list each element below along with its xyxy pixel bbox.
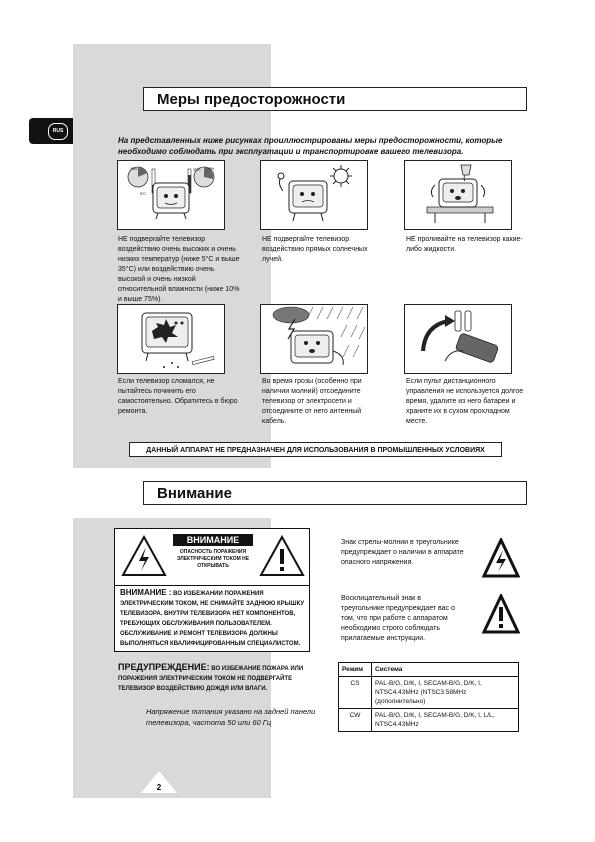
caption-broken-tv: Если телевизор сломался, не пытайтесь починить его самостоятельно. Обратитесь в бюро ремонта. bbox=[118, 378, 238, 415]
table-cell-mode: CS bbox=[339, 677, 372, 709]
lightning-symbol-text: Знак стрелы-молнии в треугольнике предупреждает о наличии в аппарате опасного напряжения. bbox=[341, 539, 464, 566]
warning-text bbox=[120, 588, 306, 649]
table-cell-mode: CW bbox=[339, 709, 372, 732]
illustration-liquid bbox=[404, 160, 512, 230]
table-row bbox=[339, 709, 519, 732]
caption-thunderstorm: Во время грозы (особенно при наличии молний) отсоедините телевизор от электросети и отсоедините от него антенный кабель. bbox=[262, 378, 362, 425]
table-header-system: Система bbox=[372, 663, 519, 677]
warning-label bbox=[173, 534, 253, 582]
industrial-notice: ДАННЫЙ АППАРАТ НЕ ПРЕДНАЗНАЧЕН ДЛЯ ИСПОЛЬЗОВАНИЯ В ПРОМЫШЛЕННЫХ УСЛОВИЯХ bbox=[129, 442, 502, 457]
illustration-remote-batteries bbox=[404, 304, 512, 374]
caption-liquid: НЕ проливайте на телевизор какие-либо жидкости. bbox=[406, 236, 523, 253]
exclamation-symbol-text: Восклицательный знак в треугольнике предупреждает вас о том, что при работе с аппаратом необходимо строго соблюдать прилагаемые инструкции. bbox=[341, 595, 455, 642]
caution-body: ВО ИЗБЕЖАНИЕ ПОЖАРА ИЛИ ПОРАЖЕНИЯ ЭЛЕКТРИЧЕСКИМ ТОКОМ НЕ ПОДВЕРГАЙТЕ ТЕЛЕВИЗОР ВОЗДЕЙСТВИЮ ДОЖДЯ ИЛИ ВЛАГИ. bbox=[118, 666, 304, 692]
exclamation-symbol-icon bbox=[482, 594, 520, 636]
temp-high-label: 35°C bbox=[193, 168, 201, 172]
warning-label-head: ВНИМАНИЕ bbox=[173, 534, 253, 546]
table-row bbox=[339, 677, 519, 709]
warning-label-box bbox=[114, 528, 310, 652]
warning-divider bbox=[115, 585, 309, 586]
caption-remote-batteries: Если пульт дистанционного управления не используется долгое время, удалите из него батареи и храните их в сухом прохладном месте. bbox=[406, 378, 524, 425]
table-cell-system: PAL-B/G, D/K, I, SECAM-B/G, D/K, I, L/L, NTSC4.43MHz bbox=[372, 709, 519, 732]
illustration-temperature bbox=[117, 160, 225, 230]
temp-low-label: 5°C bbox=[140, 192, 146, 196]
table-header-mode: Режим bbox=[339, 663, 372, 677]
table-cell-system: PAL-B/G, D/K, I, SECAM-B/G, D/K, I, NTSC4.43MHz (NTSC3.58MHz (дополнительно) bbox=[372, 677, 519, 709]
power-note: Напряжение питания указано на задней панели телевизора, частота 50 или 60 Гц bbox=[146, 707, 316, 727]
warning-body: ВО ИЗБЕЖАНИИ ПОРАЖЕНИЯ ЭЛЕКТРИЧЕСКИМ ТОКОМ, НЕ СНИМАЙТЕ ЗАДНЮЮ КРЫШКУ ТЕЛЕВИЗОРА. ВНУТРИ ТЕЛЕВИЗОРА НЕТ КОМПОНЕНТОВ, ТРЕБУЮЩИХ ОБСЛУЖИВАНИЯ ПОЛЬЗОВАТЕЛЕМ. ОБСЛУЖИВАНИЕ И РЕМОНТ ТЕЛЕВИЗОРА ДОЛЖНЫ ВЫПОЛНЯТЬСЯ КВАЛИФИЦИРОВАННЫМ СПЕЦИАЛИСТОМ. bbox=[120, 591, 305, 647]
warning-lead: ВНИМАНИЕ : bbox=[120, 588, 172, 597]
page-number: 2 bbox=[156, 783, 162, 792]
table-header-row bbox=[339, 663, 519, 677]
humidity-low-label: 10% bbox=[130, 167, 138, 171]
caution-text bbox=[118, 662, 314, 694]
warning-label-sub: ОПАСНОСТЬ ПОРАЖЕНИЯ ЭЛЕКТРИЧЕСКИМ ТОКОМ НЕ ОТКРЫВАТЬ bbox=[176, 549, 250, 569]
caption-temperature: НЕ подвергайте телевизор воздействию очень высоких и очень низких температур (ниже 5°C и выше 35°C) или воздействию очень высокой и очень низкой относительной влажности (ниже 10% и выше 75%). bbox=[118, 236, 240, 303]
page-number-badge bbox=[141, 771, 177, 793]
illustration-sunlight bbox=[260, 160, 368, 230]
lightning-symbol-icon bbox=[482, 538, 520, 580]
caution-lead: ПРЕДУПРЕЖДЕНИЕ: bbox=[118, 662, 210, 672]
language-code: RUS bbox=[48, 123, 68, 140]
attention-title: Внимание bbox=[143, 481, 527, 505]
illustration-thunderstorm bbox=[260, 304, 368, 374]
caption-sunlight: НЕ подвергайте телевизор воздействию прямых солнечных лучей. bbox=[262, 236, 368, 263]
precautions-title: Меры предосторожности bbox=[143, 87, 527, 111]
exclamation-triangle-icon bbox=[259, 535, 305, 577]
illustration-broken-tv bbox=[117, 304, 225, 374]
humidity-high-label: 75% bbox=[207, 167, 215, 171]
system-table bbox=[338, 662, 519, 732]
precautions-intro: На представленных ниже рисунках проиллюстрированы меры предосторожности, которые необходимо соблюдать при эксплуатации и транспортировке вашего телевизора. bbox=[118, 136, 503, 156]
lightning-triangle-icon bbox=[121, 535, 167, 577]
